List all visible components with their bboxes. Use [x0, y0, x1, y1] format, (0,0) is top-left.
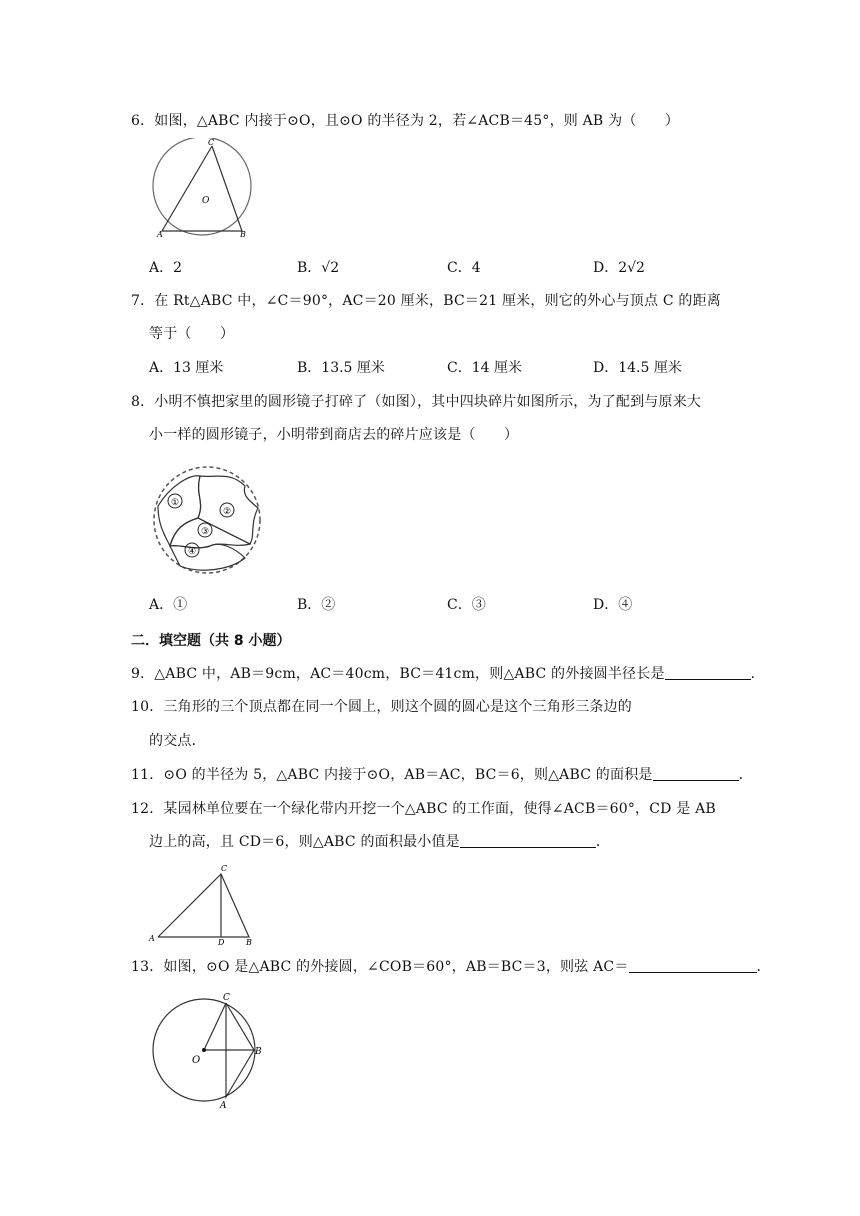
q8-option-b-mark: ② [321, 597, 336, 613]
q8-piece-label-4: ④ [188, 547, 197, 557]
q8-option-c-letter: C． [447, 597, 472, 613]
q8-option-c-mark: ③ [471, 597, 486, 613]
q7-option-a[interactable]: A．13 厘米 [149, 360, 224, 376]
q11-prompt: 11．⊙O 的半径为 5，△ABC 内接于⊙O，AB＝AC，BC＝6，则△ABC 的面积是 [131, 767, 653, 783]
q6-option-d[interactable]: D．2√2 [593, 260, 645, 276]
q13-answer-blank[interactable] [629, 958, 757, 973]
q13-label-o: O [192, 1055, 201, 1066]
q8-piece-label-2: ② [223, 507, 232, 517]
q13-label-a: A [220, 1101, 227, 1110]
q7-option-c[interactable]: C．14 厘米 [447, 360, 522, 376]
q9-text [131, 664, 765, 684]
q7-text-line2: 等于（ ） [149, 326, 235, 342]
q12-label-c: C [221, 864, 228, 873]
q6-text: 6．如图，△ABC 内接于⊙O，且⊙O 的半径为 2，若∠ACB＝45°，则 AB 为（ ） [131, 113, 680, 129]
q8-option-d-letter: D． [593, 597, 619, 613]
q12-end: ． [595, 834, 611, 850]
q9-answer-blank[interactable] [665, 665, 751, 680]
q13-text [131, 957, 771, 977]
q6-label-b: B [240, 230, 246, 239]
q13-end: ． [756, 959, 771, 975]
q6-option-c[interactable]: C．4 [447, 260, 481, 276]
q9-end: ． [750, 666, 765, 682]
q6-label-o: O [202, 196, 210, 206]
q10-text-line1: 10．三角形的三个顶点都在同一个圆上，则这个圆的圆心是这个三角形三条边的 [131, 699, 633, 715]
q12-text-line1: 12．某园林单位要在一个绿化带内开挖一个△ABC 的工作面，使得∠ACB＝60°，CD 是 AB [131, 801, 716, 817]
q12-answer-blank[interactable] [460, 833, 596, 848]
section-heading: 二．填空题（共 8 小题） [131, 633, 291, 649]
q8-option-a[interactable] [149, 595, 187, 615]
q9-prompt: 9．△ABC 中，AB＝9cm，AC＝40cm，BC＝41cm，则△ABC 的外接圆半径长是 [131, 666, 665, 682]
q13-label-c: C [223, 993, 230, 1003]
q8-option-a-letter: A． [149, 597, 174, 613]
q8-piece-label-1: ① [171, 498, 180, 508]
q8-option-d-mark: ④ [618, 597, 633, 613]
q12-label-d: D [218, 938, 225, 946]
q8-option-d[interactable] [593, 595, 632, 615]
q7-option-d[interactable]: D．14.5 厘米 [593, 360, 682, 376]
q13-prompt: 13．如图，⊙O 是△ABC 的外接圆，∠COB＝60°，AB＝BC＝3，则弦 AC＝ [131, 959, 629, 975]
q8-piece-label-3: ③ [201, 527, 210, 537]
q8-mirror-figure [150, 466, 265, 576]
q11-end: ． [738, 767, 753, 783]
q12-triangle-figure [148, 862, 260, 946]
q10-text-line2: 的交点． [149, 733, 206, 749]
q12-text-line2 [149, 832, 610, 852]
q6-figure [145, 138, 260, 240]
q6-label-c: C [208, 138, 215, 147]
q8-option-a-mark: ① [173, 597, 188, 613]
q7-text-line1: 7．在 Rt△ABC 中，∠C＝90°，AC＝20 厘米，BC＝21 厘米，则它的外心与顶点 C 的距离 [131, 293, 721, 309]
q8-option-b[interactable] [297, 595, 335, 615]
q8-text-line2: 小一样的圆形镜子，小明带到商店去的碎片应该是（ ） [149, 427, 519, 443]
q6-label-a: A [157, 230, 163, 239]
q7-option-b[interactable]: B．13.5 厘米 [297, 360, 385, 376]
q13-label-b: B [255, 1047, 262, 1057]
q12-label-a: A [149, 934, 155, 943]
q12-prompt: 边上的高，且 CD＝6，则△ABC 的面积最小值是 [149, 834, 460, 850]
q8-option-c[interactable] [447, 595, 486, 615]
q11-text [131, 765, 753, 785]
q12-label-b: B [246, 938, 252, 946]
q13-circle-figure [148, 990, 268, 1110]
q8-option-b-letter: B． [297, 597, 322, 613]
q6-option-a[interactable]: A．2 [149, 260, 183, 276]
q8-text-line1: 8．小明不慎把家里的圆形镜子打碎了（如图），其中四块碎片如图所示，为了配到与原来大 [131, 394, 702, 410]
q6-option-b[interactable]: B．√2 [297, 260, 340, 276]
q11-answer-blank[interactable] [653, 766, 739, 781]
